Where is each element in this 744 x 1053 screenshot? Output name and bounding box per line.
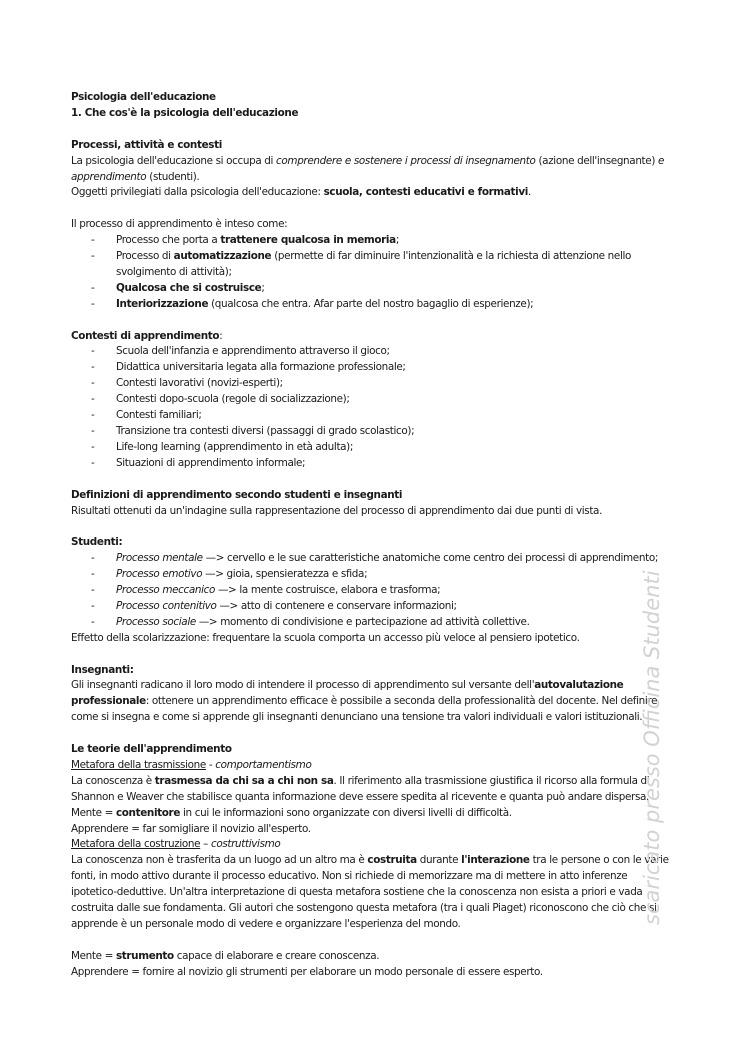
paragraph-psicologia: [71, 154, 671, 186]
text-run: Mente =: [71, 949, 116, 962]
italic-text: Processo emotivo: [116, 568, 203, 581]
section-heading-contesti: [71, 329, 671, 345]
italic-text: Processo mentale: [116, 552, 203, 565]
text-run: Oggetti privilegiati dalla psicologia dell'educazione:: [71, 186, 324, 199]
text-run: capace di elaborare e creare conoscenza.: [173, 949, 380, 962]
section-heading-definizioni: Definizioni di apprendimento secondo studenti e insegnanti: [71, 488, 403, 501]
paragraph-apprendere-2: Apprendere = fornire al novizio gli strumenti per elaborare un modo personale di essere esperto.: [71, 965, 543, 978]
list-item: - Situazioni di apprendimento informale;: [71, 456, 671, 472]
text-run: —> atto di contenere e conservare informazioni;: [216, 599, 457, 612]
text-run: (azione dell'insegnante): [535, 154, 658, 167]
underlined-text: Metafora della costruzione: [71, 838, 201, 851]
list-item: [71, 567, 671, 583]
paragraph-effetto: Effetto della scolarizzazione: frequentare la scuola comporta un accesso più veloce al pensiero ipotetico.: [71, 631, 580, 644]
bold-text: Qualcosa che si costruisce: [116, 281, 262, 294]
subheading-trasmissione: [71, 758, 671, 774]
text-run: (permette di far diminuire l'intenzionalità e la richiesta di attenzione nello svolgimento di attività);: [116, 250, 632, 278]
text-run: —> gioia, spensieratezza e sfida;: [202, 568, 368, 581]
spacer: [71, 519, 671, 535]
text-run: (qualcosa che entra. Afar parte del nostro bagaglio di esperienze);: [208, 297, 534, 310]
bold-text: trattenere qualcosa in memoria: [220, 234, 396, 247]
list-item: - Contesti lavorativi (novizi-esperti);: [71, 376, 671, 392]
text-run: (studenti).: [146, 170, 200, 183]
spacer: [71, 201, 671, 217]
document-title: Psicologia dell'educazione: [71, 91, 216, 103]
text-run: Mente =: [71, 806, 116, 819]
list-item: [71, 583, 671, 599]
paragraph-apprendere-1: Apprendere = far somigliare il novizio all'esperto.: [71, 822, 311, 835]
text-run: ;: [261, 281, 265, 294]
list-item: - Didattica universitaria legata alla formazione professionale;: [71, 360, 671, 376]
list-item: [71, 233, 671, 249]
list-item: - Transizione tra contesti diversi (passaggi di grado scolastico);: [71, 424, 671, 440]
italic-text: Processo contenitivo: [116, 599, 217, 612]
italic-text: Processo meccanico: [116, 584, 216, 597]
bold-text: l'interazione: [461, 854, 530, 867]
text-run: La conoscenza non è trasferita da un luogo ad un altro ma è: [71, 854, 368, 867]
text-run: .: [528, 186, 531, 199]
list-item: [71, 249, 671, 281]
text-run: —> cervello e le sue caratteristiche anatomiche come centro dei processi di apprendimento;: [202, 552, 658, 565]
list-item: [71, 551, 671, 567]
spacer: [71, 726, 671, 742]
text-run: La conoscenza è: [71, 774, 155, 787]
italic-text: costruttivismo: [210, 838, 281, 851]
spacer: [71, 472, 671, 488]
paragraph-trasmissione: [71, 774, 671, 806]
list-item: - Scuola dell'infanzia e apprendimento attraverso il gioco;: [71, 344, 671, 360]
italic-text: apprendimento: [71, 170, 147, 183]
list-item: [71, 615, 671, 631]
bold-text: contenitore: [115, 806, 181, 819]
text-run: –: [200, 838, 211, 851]
spacer: [71, 647, 671, 663]
bold-text: costruita: [367, 854, 417, 867]
text-run: —> momento di condivisione e partecipazione ad attività collettive.: [195, 615, 530, 628]
paragraph-oggetti: [71, 185, 671, 201]
subheading-costruzione: [71, 837, 671, 853]
bold-text: strumento: [115, 949, 174, 962]
spacer: [71, 313, 671, 329]
text-run: ;: [395, 234, 399, 247]
paragraph-risultati: Risultati ottenuti da un'indagine sulla rappresentazione del processo di apprendimento dai due punti di vista.: [71, 504, 603, 517]
italic-text: comprendere e sostenere i processi di insegnamento: [276, 154, 536, 167]
document-page: [71, 90, 671, 981]
list-item: - Contesti familiari;: [71, 408, 671, 424]
bold-text: trasmessa da chi sa a chi non sa: [154, 774, 334, 787]
text-run: durante: [416, 854, 462, 867]
section-heading-studenti: Studenti:: [71, 536, 123, 549]
section-heading-processi: Processi, attività e contesti: [71, 138, 222, 151]
text-run: La psicologia dell'educazione si occupa di: [71, 154, 277, 167]
list-item: [71, 281, 671, 297]
italic-text: e: [657, 154, 665, 167]
spacer: [71, 933, 671, 949]
text-run: —> la mente costruisce, elabora e trasforma;: [215, 584, 441, 597]
text-run: . Il riferimento alla trasmissione giustifica il ricorso alla formula di Shannon e Weaver che stabilisce quanta informazione deve essere spedita al ricevente e quanta può andare dispersa.: [71, 774, 650, 803]
list-item: - Life-long learning (apprendimento in età adulta);: [71, 440, 671, 456]
list-item: [71, 599, 671, 615]
bold-text: automatizzazione: [173, 250, 272, 263]
spacer: [71, 122, 671, 138]
italic-text: Processo sociale: [116, 615, 196, 628]
bold-text: autovalutazione professionale: [71, 679, 624, 708]
text-run: -: [205, 758, 216, 771]
text-run: : ottenere un apprendimento efficace è possibile a seconda della professionalità del docente. Nel definire come si insegna e come si apprende gli insegnanti denunciano una tensione tra valori individuali e valori istituzionali.: [71, 695, 658, 724]
text-run: :: [219, 329, 223, 342]
text-run: Processo di: [116, 250, 174, 263]
bold-text: Interiorizzazione: [116, 297, 209, 310]
text-run: Processo che porta a: [116, 234, 221, 247]
section-heading-insegnanti: Insegnanti:: [71, 663, 134, 676]
text-run: Gli insegnanti radicano il loro modo di intendere il processo di apprendimento sul versante dell': [71, 679, 535, 692]
paragraph-processo-intro: Il processo di apprendimento è inteso come:: [71, 218, 288, 231]
list-item: - Contesti dopo-scuola (regole di socializzazione);: [71, 392, 671, 408]
underlined-text: Metafora della trasmissione: [71, 758, 206, 771]
paragraph-insegnanti: [71, 678, 671, 726]
paragraph-costruzione: [71, 853, 671, 933]
paragraph-mente-strumento: [71, 949, 671, 965]
bold-text: scuola, contesti educativi e formativi: [323, 186, 529, 199]
bold-text: Contesti di apprendimento: [71, 329, 220, 342]
list-studenti: [71, 551, 671, 631]
watermark: scaricato presso Officina Studenti: [640, 570, 664, 925]
list-item: [71, 297, 671, 313]
list-contesti: [71, 344, 671, 471]
chapter-heading: 1. Che cos'è la psicologia dell'educazione: [71, 106, 299, 119]
section-heading-teorie: Le teorie dell'apprendimento: [71, 743, 232, 756]
italic-text: comportamentismo: [215, 758, 312, 771]
text-run: tra le persone o con le varie fonti, in modo attivo durante il processo educativo. Non si richiede di memorizzare ma di mettere in atto inferenze ipotetico-deduttive. Un'altra interpretazione di questa metafora sostiene che la conoscenza non esista a priori e vada costruita dalle sue fondamenta. Gli autori che sostengono questa metafora (tra i quali Piaget) riconoscono che ciò che si apprende è un personale modo di vedere e organizzare l'esperienza del mondo.: [71, 854, 669, 931]
list-processo: [71, 233, 671, 313]
text-run: in cui le informazioni sono organizzate con diversi livelli di difficoltà.: [180, 806, 512, 819]
paragraph-mente-contenitore: [71, 806, 671, 822]
